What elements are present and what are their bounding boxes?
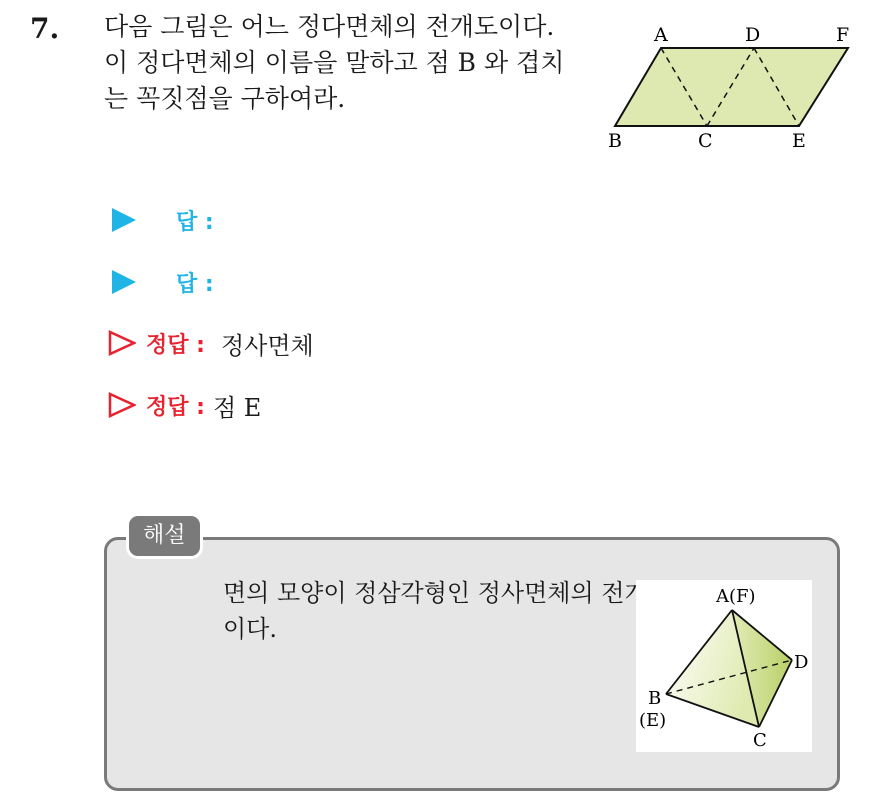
question-line-1: 다음 그림은 어느 정다면체의 전개도이다.	[104, 12, 555, 41]
tetrahedron-net-figure	[606, 20, 870, 160]
answer-row-2	[108, 262, 214, 302]
correct-marker-icon	[108, 392, 136, 418]
answer-marker-icon	[112, 270, 136, 294]
vertex-label-d: D	[745, 24, 761, 46]
vertex-label-a: A	[654, 24, 668, 46]
vertex-label-e: E	[792, 130, 806, 152]
tetra-label-top: A(F)	[716, 586, 756, 607]
correct-label: 정답 :	[146, 394, 205, 420]
net-parallelogram	[615, 48, 848, 126]
question-number: 7.	[30, 12, 60, 45]
explanation-line-2: 이다.	[223, 615, 277, 643]
question-line-2: 이 정다면체의 이름을 말하고 점 B 와 겹치	[104, 48, 565, 77]
vertex-label-f: F	[836, 24, 850, 46]
explanation-line-1: 면의 모양이 정삼각형인 정사면체의 전개도	[223, 579, 671, 607]
correct-value: 점 E	[212, 393, 262, 422]
correct-answer-row-2	[108, 385, 261, 425]
question-line-3: 는 꼭짓점을 구하여라.	[104, 84, 346, 113]
vertex-label-c: C	[698, 130, 713, 152]
answer-marker-icon	[112, 208, 136, 232]
answer-label: 답 :	[176, 271, 214, 297]
answer-row-1	[108, 200, 214, 240]
tetra-label-bottom: C	[753, 730, 767, 751]
correct-value: 정사면체	[220, 331, 314, 360]
correct-marker-icon	[108, 330, 136, 356]
tetrahedron-figure	[636, 580, 812, 752]
answer-label: 답 :	[176, 209, 214, 235]
tetra-label-right: D	[794, 652, 809, 673]
tetra-label-left-2: (E)	[639, 710, 667, 731]
vertex-label-b: B	[608, 130, 622, 152]
correct-label: 정답 :	[146, 332, 205, 358]
correct-answer-row-1	[108, 323, 314, 363]
explanation-tag: 해설	[126, 513, 203, 559]
tetra-label-left-1: B	[648, 688, 662, 709]
